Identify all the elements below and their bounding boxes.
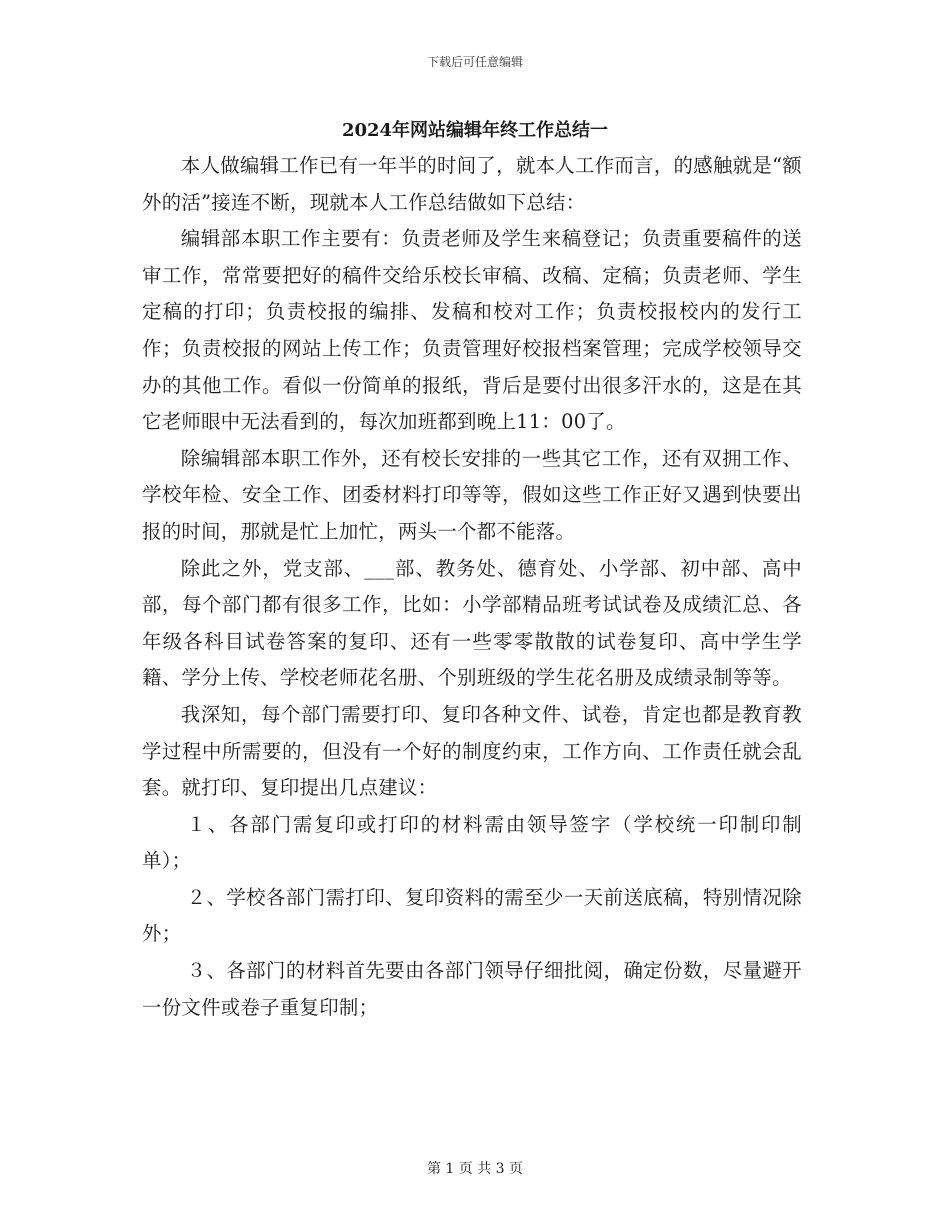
page-number-footer: 第 1 页 共 3 页: [426, 1161, 524, 1177]
paragraph-duties: 编辑部本职工作主要有：负责老师及学生来稿登记；负责重要稿件的送审工作，常常要把好的稿件交给乐校长审稿、改稿、定稿；负责老师、学生定稿的打印；负责校报的编排、发稿和校对工作；负责校报校内的发行工作；负责校报的网站上传工作；负责管理好校报档案管理；完成学校领导交办的其他工作。看似一份简单的报纸，背后是要付出很多汗水的，这是在其它老师眼中无法看到的，每次加班都到晚上11：00了。: [142, 227, 802, 434]
suggestion-item-3: ３、各部门的材料首先要由各部门领导仔细批阅，确定份数，尽量避开一份文件或卷子重复印制；: [142, 959, 802, 1019]
document-title: 2024年网站编辑年终工作总结一: [341, 120, 609, 141]
paragraph-suggestions-intro: 我深知，每个部门需要打印、复印各种文件、试卷，肯定也都是教育教学过程中所需要的，但没有一个好的制度约束，工作方向、工作责任就会乱套。就打印、复印提出几点建议：: [142, 702, 802, 800]
suggestion-item-1: １、各部门需复印或打印的材料需由领导签字（学校统一印制印制单）；: [142, 812, 802, 873]
paragraph-intro: 本人做编辑工作已有一年半的时间了，就本人工作而言，的感触就是“额外的活”接连不断，现就本人工作总结做如下总结：: [142, 154, 802, 214]
document-body: [142, 148, 802, 1026]
paragraph-extra-work: 除编辑部本职工作外，还有校长安排的一些其它工作，还有双拥工作、学校年检、安全工作、团委材料打印等等，假如这些工作正好又遇到快要出报的时间，那就是忙上加忙，两头一个都不能落。: [142, 446, 802, 543]
page-header-note: 下载后可任意编辑: [426, 55, 523, 69]
paragraph-departments: 除此之外，党支部、___部、教务处、德育处、小学部、初中部、高中部，每个部门都有很多工作，比如：小学部精品班考试试卷及成绩汇总、各年级各科目试卷答案的复印、还有一些零零散散的试卷复印、高中学生学籍、学分上传、学校老师花名册、个别班级的学生花名册及成绩录制等等。: [142, 556, 802, 690]
suggestion-item-2: ２、学校各部门需打印、复印资料的需至少一天前送底稿，特别情况除外；: [142, 885, 802, 946]
